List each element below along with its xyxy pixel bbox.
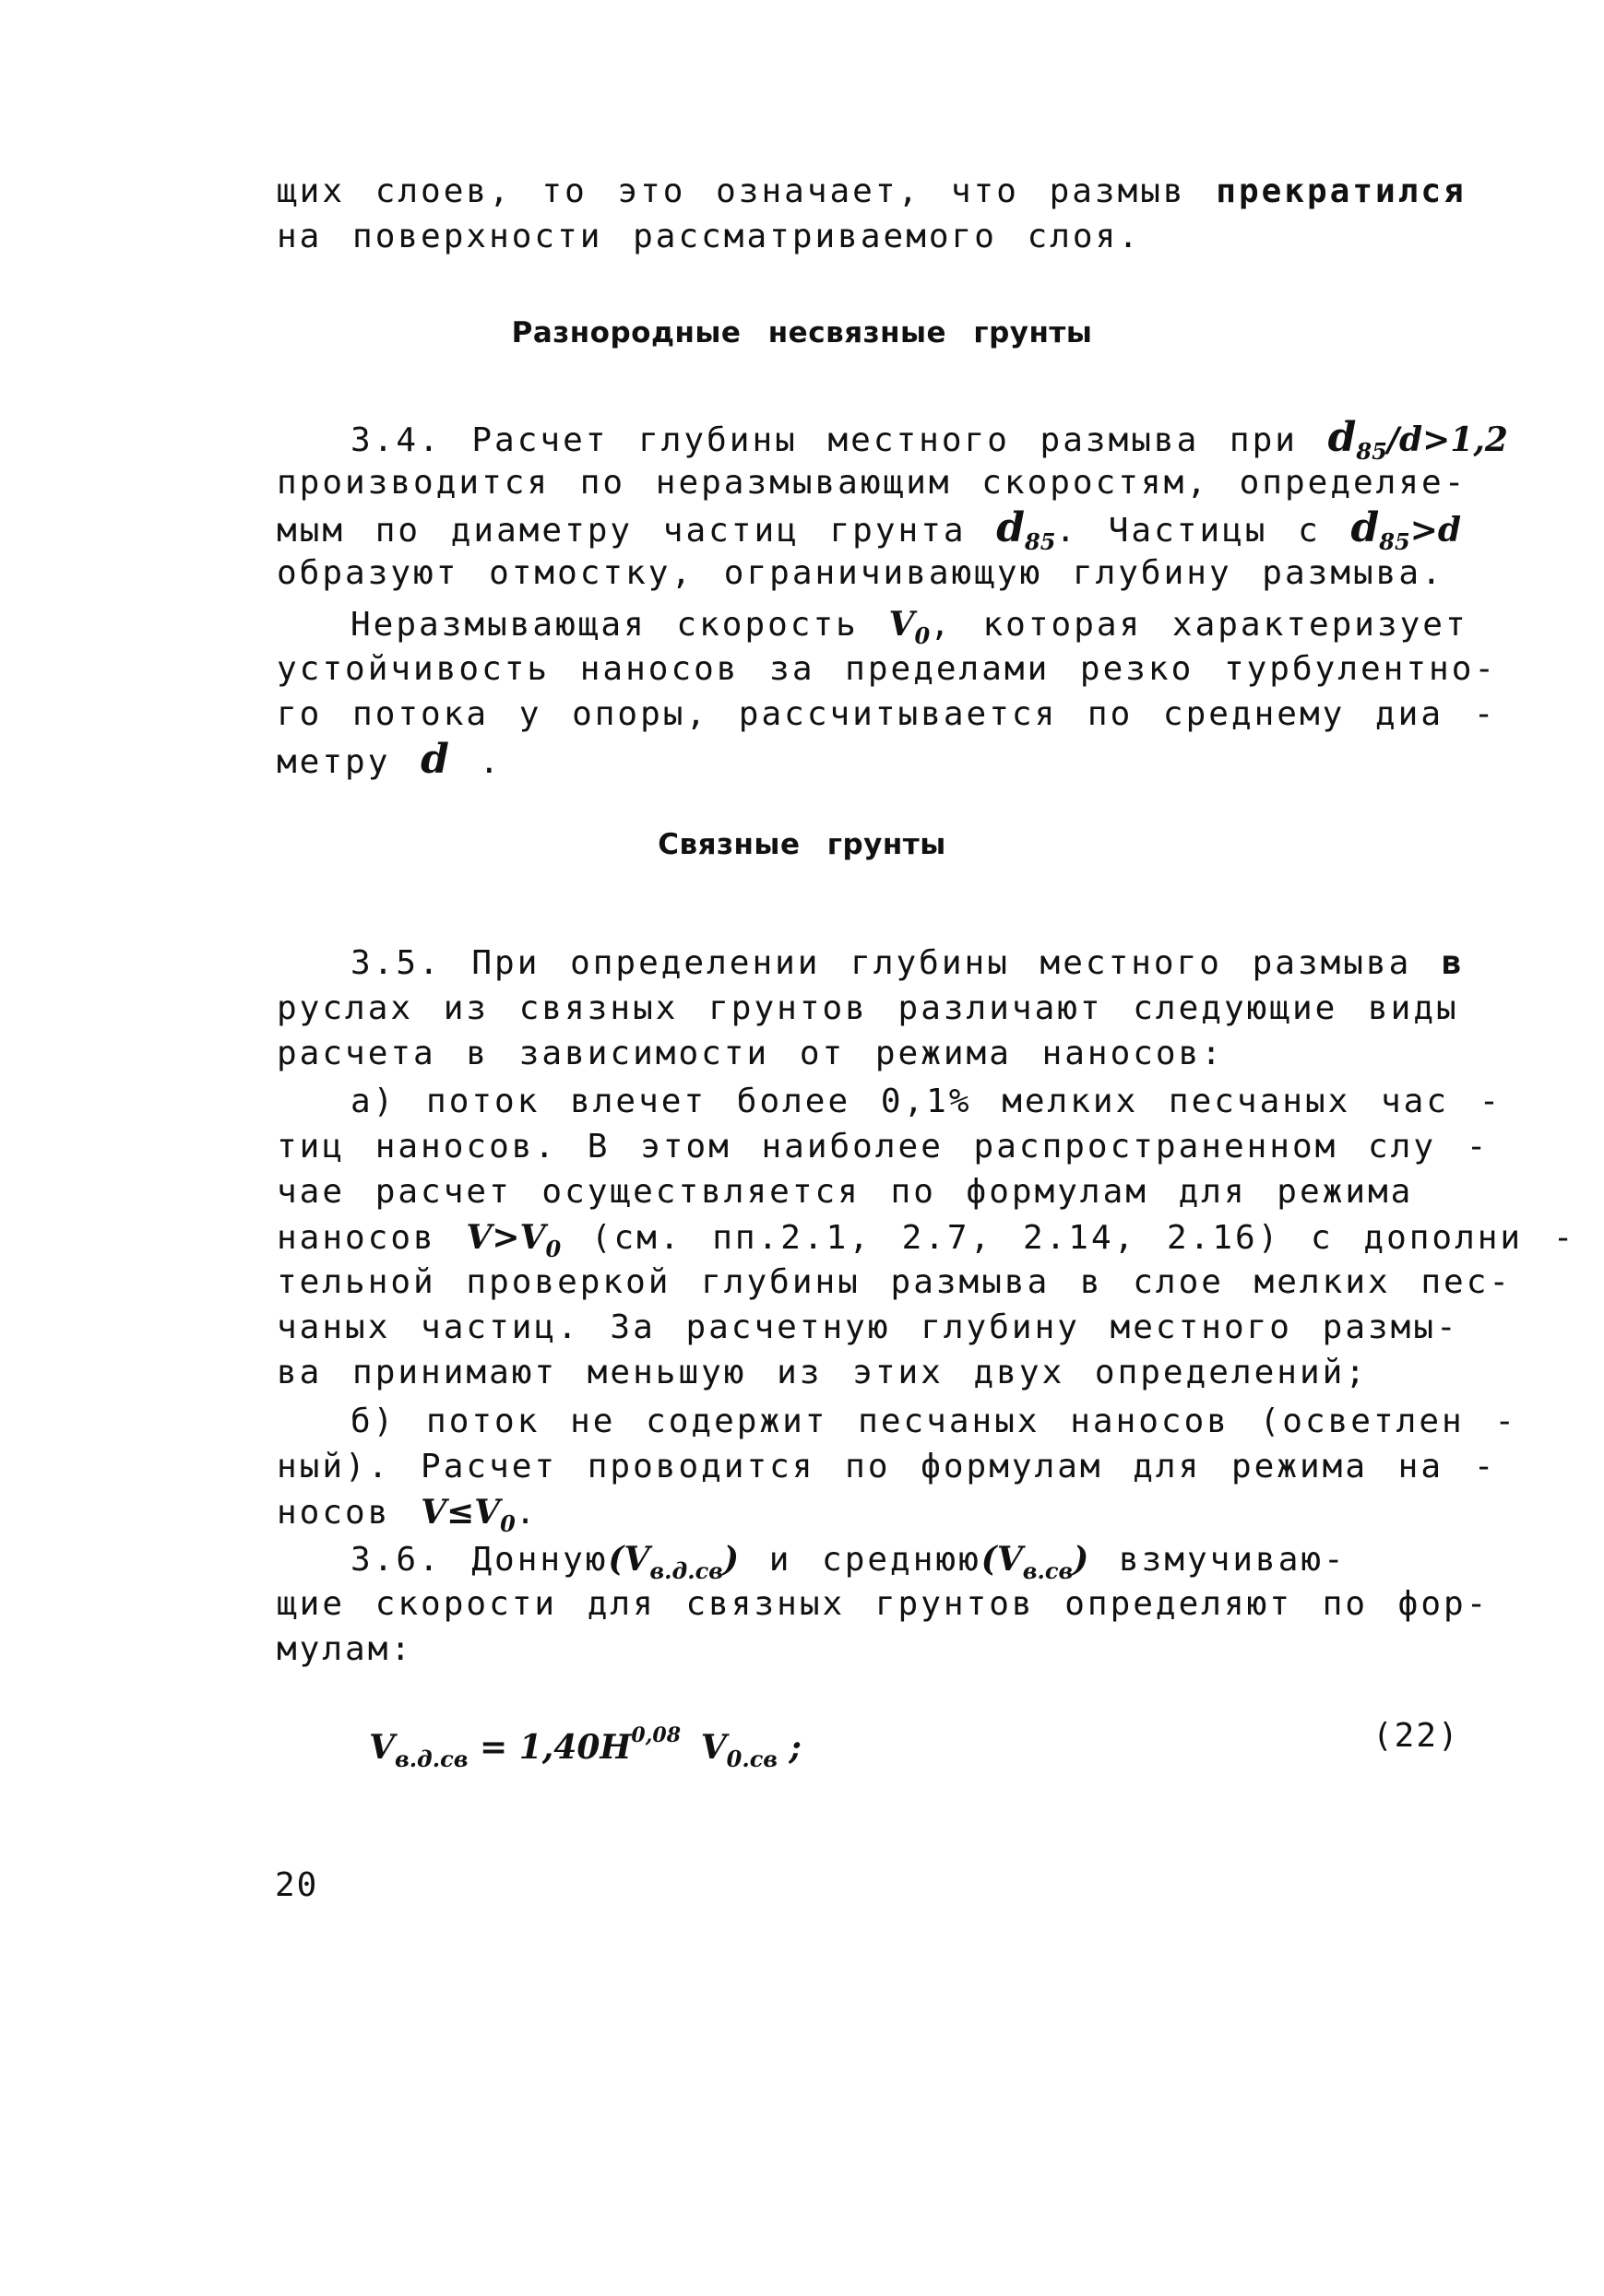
formula-v-le-v0: V≤V — [421, 1493, 501, 1532]
formula-v: V — [700, 1728, 727, 1767]
text: 3.4. Расчет глубины местного размыва при — [351, 421, 1298, 459]
text: мым по диаметру частиц грунта — [277, 512, 967, 550]
p34b-line-4 — [277, 737, 1467, 786]
pa-line-6: чаных частиц. За расчетную глубину местного размы- — [277, 1308, 1459, 1346]
formula-sub: 85 — [1356, 438, 1387, 465]
formula-sub: в.д.св — [649, 1557, 723, 1584]
text: . — [479, 743, 503, 781]
text: 3.6. Донную — [351, 1541, 609, 1579]
section-heading-heterogeneous: Разнородные несвязные грунты — [511, 316, 1093, 349]
text: (см. пп.2.1, 2.7, 2.14, 2.16) с дополни - — [590, 1219, 1576, 1257]
p34-line-2: производится по неразмывающим скоростям, определяе- — [277, 464, 1467, 502]
formula-sub: 0 — [545, 1236, 562, 1262]
section-heading-cohesive: Связные грунты — [658, 828, 946, 861]
p36-line-2: щие скорости для связных грунтов определяют по фор- — [277, 1585, 1490, 1623]
p36-line-3: мулам: — [277, 1630, 414, 1668]
formula-ratio: /d>1,2 — [1386, 420, 1508, 459]
text: 3.5. При определении глубины местного размыва — [351, 944, 1412, 982]
formula-d: d — [1350, 504, 1380, 551]
p36-line-1: 3.6. $Донную(V_{в.д.св})$ и $среднюю(V_{в.св})$ взмучиваю- — [351, 1540, 1347, 1584]
text: . — [515, 1494, 539, 1532]
pa-line-5: тельной проверкой глубины размыва в слое мелких пес- — [277, 1263, 1513, 1301]
formula-d: d — [996, 504, 1025, 551]
text: взмучиваю- — [1118, 1541, 1347, 1579]
p35-line-3: расчета в зависимости от режима наносов: — [277, 1035, 1224, 1072]
formula-coefficient: = 1,40H — [468, 1728, 632, 1767]
equation-number: (22) — [1372, 1717, 1460, 1755]
pb-line-1: б) поток не содержит песчаных наносов (осветлен - — [351, 1402, 1518, 1440]
text: и среднюю — [768, 1541, 981, 1579]
text: наносов — [277, 1219, 436, 1257]
formula-v-gt-v0: V>V — [466, 1218, 546, 1257]
pa-line-7: ва принимают меньшую из этих двух определений; — [277, 1354, 1368, 1391]
formula-v: V — [624, 1540, 650, 1579]
p34b-line-2: устойчивость наносов за пределами резко турбулентно- — [277, 650, 1498, 688]
formula-sub: в.д.св — [394, 1746, 469, 1772]
formula-v: V — [888, 605, 915, 644]
formula-sub: 85 — [1025, 528, 1056, 555]
pa-line-1: а) поток влечет более 0,1% мелких песчаных час - — [351, 1083, 1503, 1120]
intro-line-1 — [277, 169, 1467, 215]
formula-sub: 85 — [1379, 528, 1410, 555]
formula-v: V — [996, 1540, 1023, 1579]
formula-sub: 0.св — [726, 1746, 778, 1772]
formula-compare: >d — [1409, 511, 1462, 550]
text: метру — [277, 743, 391, 781]
formula-d: d — [421, 736, 449, 783]
p34b-line-3: го потока у опоры, рассчитывается по среднему диа - — [277, 695, 1497, 733]
text: носов — [277, 1494, 391, 1532]
pa-line-3: чае расчет осуществляется по формулам для режима — [277, 1173, 1414, 1211]
text: . Частицы с — [1055, 512, 1321, 550]
formula-sub: 0 — [914, 622, 931, 649]
formula-d: d — [1327, 414, 1357, 461]
text: , которая характеризует — [930, 606, 1468, 644]
formula-sub: в.св — [1022, 1557, 1074, 1584]
p34-line-4: образуют отмостку, ограничивающую глубину размыва. — [277, 554, 1444, 592]
formula-v: V — [369, 1728, 395, 1767]
p35-line-2: руслах из связных грунтов различают следующие виды — [277, 989, 1459, 1027]
equation-22 — [369, 1710, 802, 1785]
text: Неразмывающая скорость — [351, 606, 859, 644]
p35-line-1 — [351, 941, 1467, 987]
intro-text: щих слоев, то это означает, что размыв — [277, 172, 1186, 210]
intro-line-2: на поверхности рассматриваемого слоя. — [277, 218, 1141, 255]
formula-end: ; — [778, 1728, 802, 1767]
text: в — [1442, 944, 1465, 982]
bold-word: прекратился — [1216, 172, 1467, 210]
page-number: 20 — [275, 1866, 319, 1904]
pa-line-2: тиц наносов. В этом наиболее распространенном слу - — [277, 1128, 1490, 1166]
formula-sub: 0 — [500, 1510, 516, 1537]
formula-exponent: 0,08 — [631, 1723, 682, 1747]
pb-line-2: ный). Расчет проводится по формулам для режима на - — [277, 1448, 1497, 1485]
